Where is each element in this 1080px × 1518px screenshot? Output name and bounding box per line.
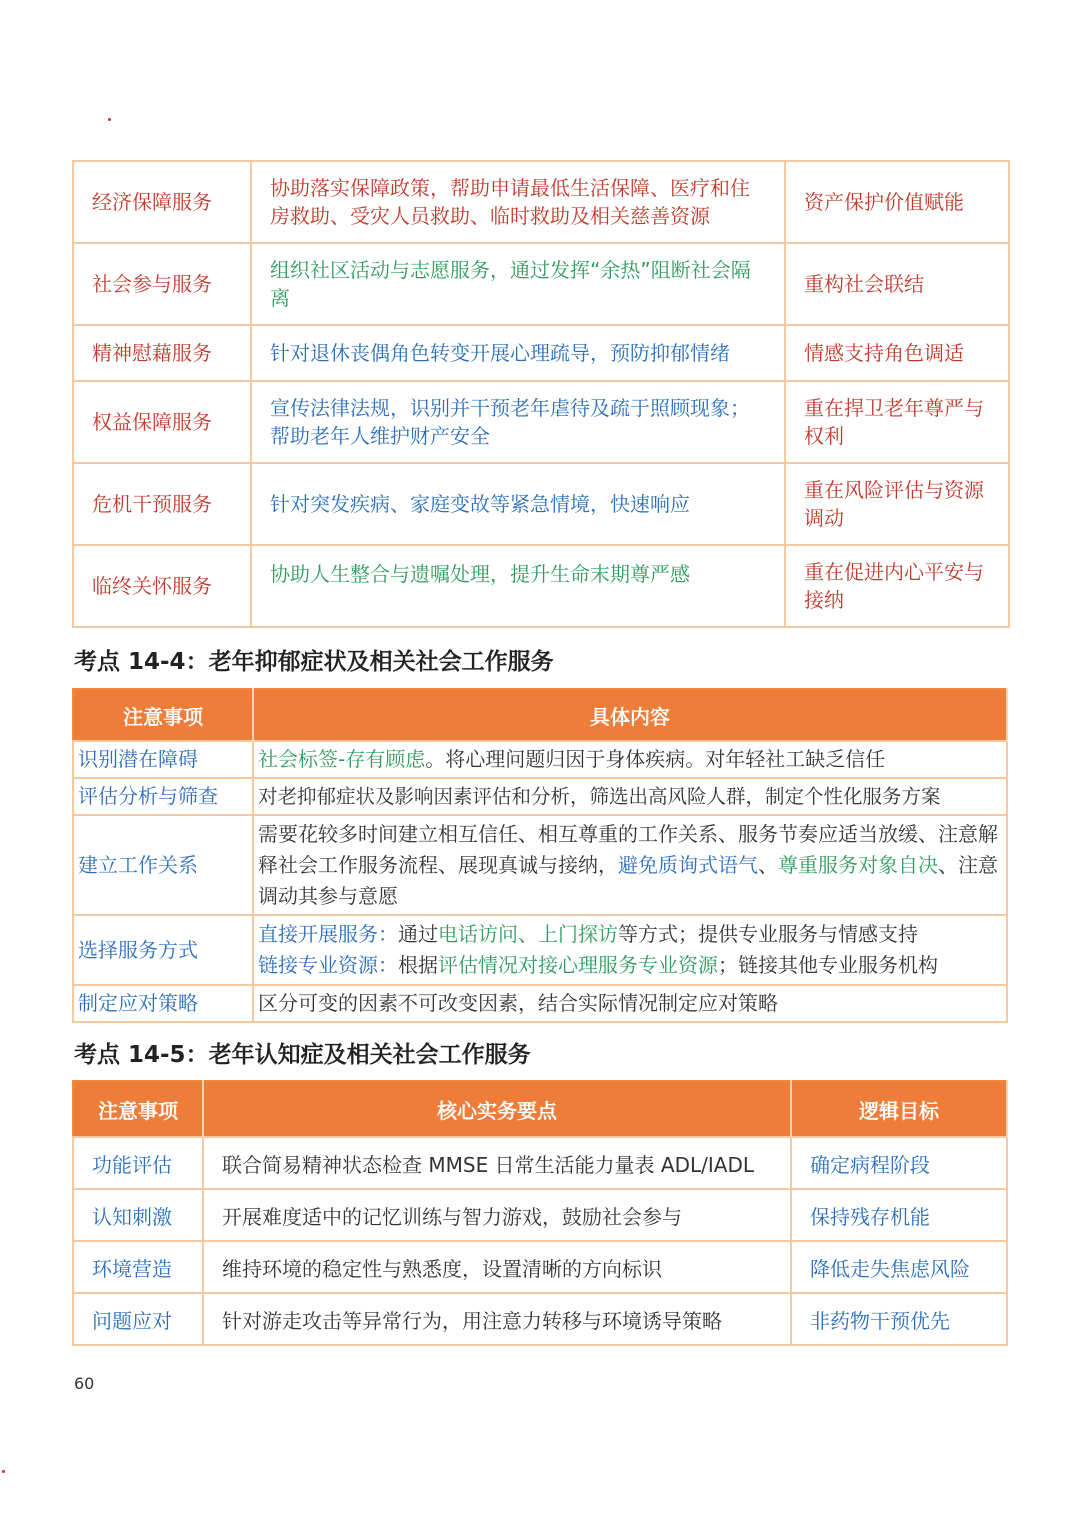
service-content: 组织社区活动与志愿服务，通过发挥“余热”阻断社会隔离 [251,243,785,325]
content-highlight: 评估情况对接心理服务专业资源 [438,953,718,977]
row-key: 识别潜在障碍 [73,741,253,778]
row-key: 环境营造 [73,1241,203,1293]
section-title: 考点 14-5：老年认知症及相关社会工作服务 [74,1042,531,1068]
row-key: 制定应对策略 [73,985,253,1022]
row-content: 对老抑郁症状及影响因素评估和分析，筛选出高风险人群，制定个性化服务方案 [253,778,1007,815]
row-goal: 非药物干预优先 [791,1293,1007,1345]
table-row [73,915,1007,985]
row-key: 功能评估 [73,1137,203,1189]
row-content [253,741,1007,778]
column-header: 逻辑目标 [791,1081,1007,1137]
dementia-table [72,1080,1008,1346]
service-goal: 重在捍卫老年尊严与权利 [785,381,1009,463]
table-row [73,985,1007,1022]
column-header: 核心实务要点 [203,1081,791,1137]
service-content: 针对突发疾病、家庭变故等紧急情境，快速响应 [251,463,785,545]
column-header: 具体内容 [253,689,1007,741]
table-header-row [73,689,1007,741]
decorative-dot [2,1470,5,1473]
service-goal: 重在风险评估与资源调动 [785,463,1009,545]
decorative-dot [108,118,111,121]
row-goal: 降低走失焦虑风险 [791,1241,1007,1293]
content-highlight: 电话访问、上门探访 [438,922,618,946]
row-point: 维持环境的稳定性与熟悉度，设置清晰的方向标识 [203,1241,791,1293]
service-name: 社会参与服务 [73,243,251,325]
service-content: 协助人生整合与遗嘱处理，提升生命末期尊严感 [251,545,785,627]
content-text: 根据 [398,953,438,977]
table-row [73,463,1009,545]
row-goal: 确定病程阶段 [791,1137,1007,1189]
content-highlight: 链接专业资源： [258,953,398,977]
content-text: 等方式；提供专业服务与情感支持 [618,922,918,946]
service-goal: 重构社会联结 [785,243,1009,325]
service-goal: 情感支持角色调适 [785,325,1009,381]
service-name: 权益保障服务 [73,381,251,463]
row-key: 问题应对 [73,1293,203,1345]
table-row [73,545,1009,627]
table-row [73,325,1009,381]
service-name: 临终关怀服务 [73,545,251,627]
page-number: 60 [74,1374,95,1393]
table-row [73,381,1009,463]
service-content: 针对退休丧偶角色转变开展心理疏导，预防抑郁情绪 [251,325,785,381]
service-content: 宣传法律法规，识别并干预老年虐待及疏于照顾现象；帮助老年人维护财产安全 [251,381,785,463]
service-name: 危机干预服务 [73,463,251,545]
depression-table [72,688,1008,1023]
content-text: 。将心理问题归因于身体疾病。对年轻社工缺乏信任 [425,747,886,771]
content-text: 需要花较多时间建立相互信任、相互尊重的工作关系、服务节奏应适当放缓、注意解释社会工作服务流程、展现真诚与接纳， [258,821,998,877]
row-content [253,915,1007,985]
table-row [73,741,1007,778]
content-text: ；链接其他专业服务机构 [718,953,938,977]
content-highlight: 社会标签-存有顾虑 [258,747,426,771]
service-name: 精神慰藉服务 [73,325,251,381]
table-header-row [73,1081,1007,1137]
row-key: 建立工作关系 [73,815,253,915]
service-content: 协助落实保障政策，帮助申请最低生活保障、医疗和住房救助、受灾人员救助、临时救助及相关慈善资源 [251,161,785,243]
row-key: 认知刺激 [73,1189,203,1241]
column-header: 注意事项 [73,1081,203,1137]
table-row [73,161,1009,243]
table-row [73,1189,1007,1241]
service-name: 经济保障服务 [73,161,251,243]
row-content: 区分可变的因素不可改变因素，结合实际情况制定应对策略 [253,985,1007,1022]
row-point: 针对游走攻击等异常行为，用注意力转移与环境诱导策略 [203,1293,791,1345]
column-header: 注意事项 [73,689,253,741]
table-row [73,1241,1007,1293]
row-goal: 保持残存机能 [791,1189,1007,1241]
content-text: 、注意调动其参与意愿 [258,852,998,908]
service-goal: 资产保护价值赋能 [785,161,1009,243]
service-goal: 重在促进内心平安与接纳 [785,545,1009,627]
content-highlight: 直接开展服务： [258,922,398,946]
services-table [72,160,1010,628]
table-row [73,815,1007,915]
table-row [73,1137,1007,1189]
row-key: 评估分析与筛查 [73,778,253,815]
row-content [253,815,1007,915]
content-highlight: 尊重服务对象自决 [778,852,938,877]
table-row [73,778,1007,815]
content-text: 通过 [398,922,438,946]
content-highlight: 避免质询式语气 [618,852,758,877]
table-row [73,1293,1007,1345]
section-title: 考点 14-4：老年抑郁症状及相关社会工作服务 [74,649,554,675]
content-text: 、 [758,852,778,877]
row-point: 联合简易精神状态检查 MMSE 日常生活能力量表 ADL/IADL [203,1137,791,1189]
row-point: 开展难度适中的记忆训练与智力游戏，鼓励社会参与 [203,1189,791,1241]
row-key: 选择服务方式 [73,915,253,985]
table-row [73,243,1009,325]
